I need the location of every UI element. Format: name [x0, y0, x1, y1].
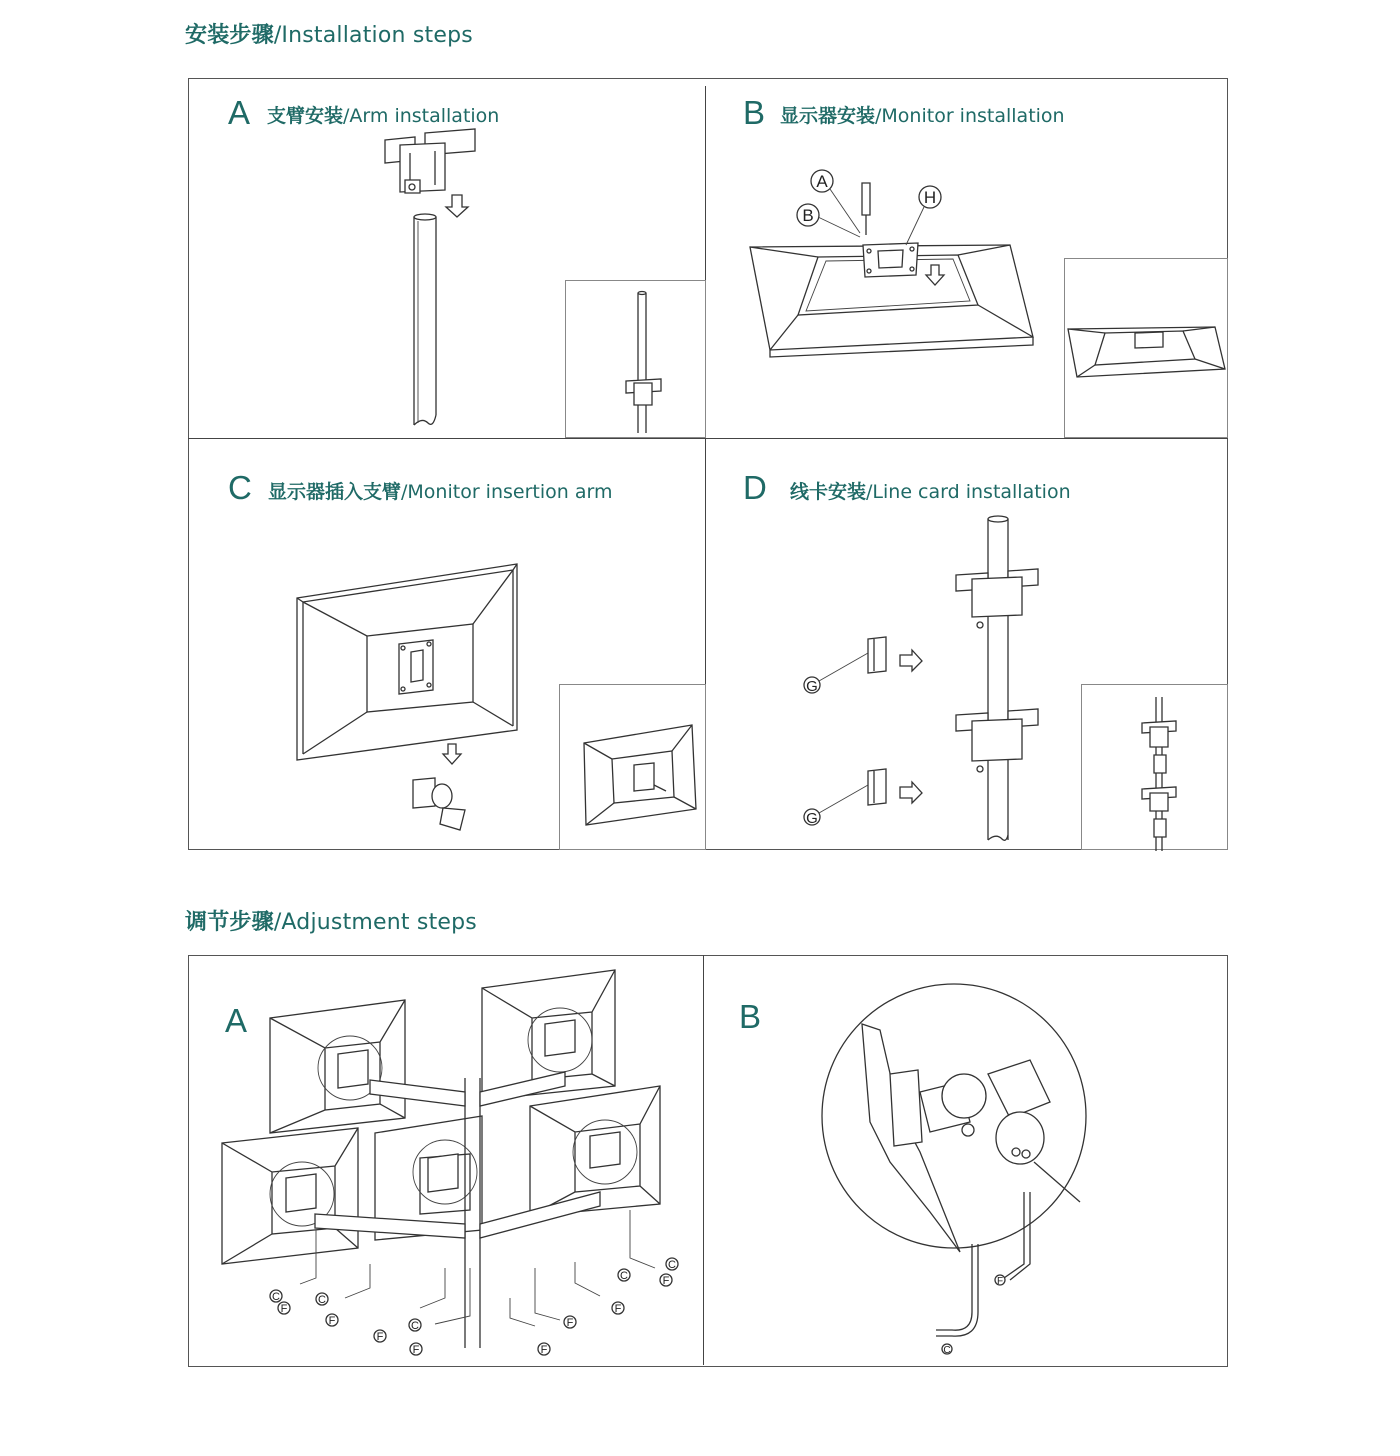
panel-a-label [267, 101, 499, 128]
callout-b-a: A [816, 172, 828, 191]
adjust-title-en: /Adjustment steps [273, 910, 477, 935]
panel-b-label [780, 101, 1065, 128]
install-title-en: /Installation steps [273, 23, 473, 48]
callout-adj-f3: F [376, 1331, 384, 1343]
panel-a-label-en: /Arm installation [343, 105, 500, 127]
callout-adj-c3: C [411, 1320, 419, 1332]
monitor-installed-inset-drawing [1065, 259, 1229, 439]
adjust-section-title [185, 905, 477, 936]
panel-d-inset [1081, 684, 1228, 850]
panel-d-letter: D [743, 469, 767, 506]
line-card-installed-inset-drawing [1082, 685, 1229, 851]
callout-adj-f1: F [280, 1303, 288, 1315]
callout-adj-c5: C [668, 1259, 676, 1271]
panel-a-letter: A [228, 94, 251, 131]
callout-b-b: B [802, 206, 814, 225]
monitor-insertion-drawing [295, 562, 525, 832]
arm-installed-inset-drawing [566, 281, 707, 439]
monitor-inserted-inset-drawing [560, 685, 707, 851]
panel-a-label-cn: 支臂安装 [267, 105, 344, 127]
panel-c-label-cn: 显示器插入支臂 [268, 481, 402, 503]
adjust-a-callouts [270, 1258, 678, 1356]
panel-b-inset [1064, 258, 1228, 438]
callout-adj-f8: F [662, 1275, 670, 1287]
callout-d-g-upper: G [806, 678, 818, 695]
five-monitor-array-drawing [220, 968, 676, 1358]
callout-adj-c4: C [620, 1270, 628, 1282]
callout-adj-f5: F [540, 1344, 548, 1356]
callout-d-g-lower: G [806, 810, 818, 827]
monitor-installation-drawing [748, 165, 1038, 355]
install-title-cn: 安装步骤 [185, 23, 274, 48]
adjust-vertical-divider [703, 955, 704, 1365]
panel-d-label-cn: 线卡安装 [790, 481, 867, 503]
adjust-title-cn: 调节步骤 [185, 910, 274, 935]
callout-adj-b-f: F [996, 1276, 1004, 1287]
panel-b-letter: B [743, 94, 766, 131]
callout-adj-b-c: C [943, 1345, 951, 1356]
panel-c-label [268, 477, 612, 504]
panel-c-inset [559, 684, 706, 850]
panel-d-label-en: /Line card installation [866, 481, 1071, 503]
callout-adj-f6: F [566, 1317, 574, 1329]
panel-b-label-en: /Monitor installation [875, 105, 1065, 127]
callout-adj-c1: C [272, 1291, 280, 1303]
callout-adj-f2: F [328, 1315, 336, 1327]
callout-b-h: H [923, 188, 937, 207]
callout-adj-f7: F [614, 1303, 622, 1315]
install-section-title [185, 18, 473, 49]
callout-adj-f4: F [412, 1344, 420, 1356]
panel-a-inset [565, 280, 706, 438]
arm-installation-drawing [370, 125, 490, 435]
panel-c-label-en: /Monitor insertion arm [401, 481, 613, 503]
adjust-panel-b-letter: B [739, 998, 762, 1035]
panel-d-label [790, 477, 1071, 504]
adjust-panel-a-letter: A [225, 1002, 248, 1039]
line-card-installation-drawing [798, 515, 1078, 845]
joint-detail-drawing [820, 982, 1090, 1357]
panel-c-letter: C [228, 469, 252, 506]
callout-adj-c2: C [318, 1294, 326, 1306]
panel-b-label-cn: 显示器安装 [780, 105, 876, 127]
